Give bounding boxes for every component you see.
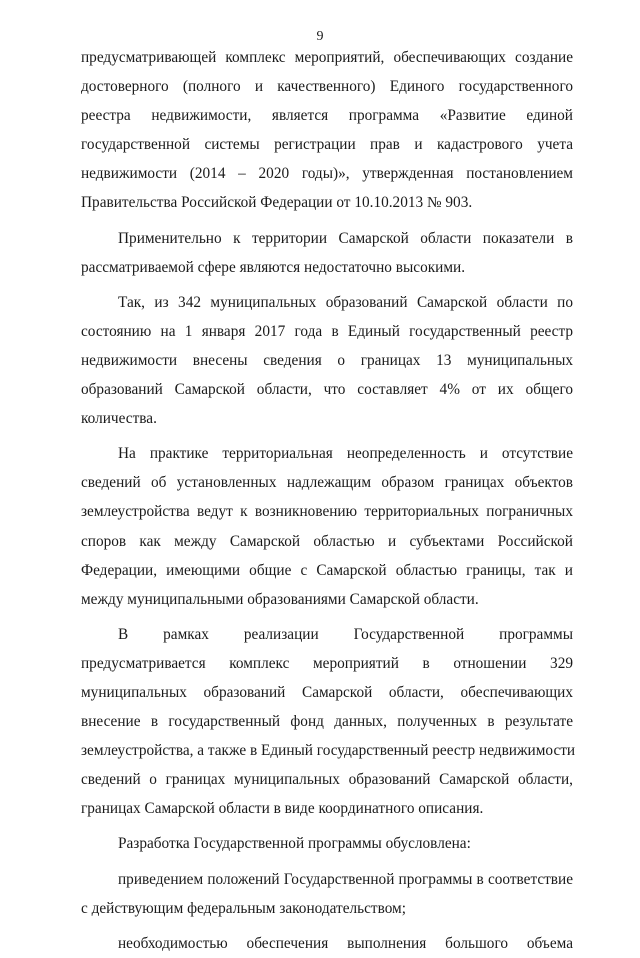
- text-line: образований Самарской области, что составляет 4% от их общего: [81, 381, 573, 399]
- text-line: достоверного (полного и качественного) Единого государственного: [81, 78, 573, 96]
- paragraph: [81, 929, 573, 958]
- text-line: состоянию на 1 января 2017 года в Единый государственный реестр: [81, 322, 573, 340]
- text-line: недвижимости (2014 – 2020 годы)», утвержденная постановлением: [81, 165, 573, 183]
- paragraph: [81, 439, 573, 614]
- text-line: землеустройства, а также в Единый государственный реестр недвижимости: [81, 742, 576, 760]
- paragraph: [81, 865, 573, 923]
- text-line: предусматривающей комплекс мероприятий, обеспечивающих создание: [81, 49, 573, 66]
- text-line: Разработка Государственной программы обусловлена:: [118, 835, 471, 853]
- text-line: землеустройства ведут к возникновению территориальных пограничных: [81, 503, 573, 521]
- text-line: Федерации, имеющими общие с Самарской областью границы, так и: [81, 561, 573, 579]
- paragraph: [81, 288, 573, 433]
- text-line: приведением положений Государственной программы в соответствие: [118, 870, 573, 888]
- paragraph: [81, 43, 573, 218]
- text-line: В рамках реализации Государственной программы: [118, 625, 573, 643]
- text-line: Применительно к территории Самарской области показатели в: [118, 229, 573, 247]
- document-body: [81, 43, 576, 958]
- text-line: предусматривается комплекс мероприятий в отношении 329: [81, 654, 573, 672]
- text-line: сведений об установленных надлежащим образом границах объектов: [81, 474, 573, 492]
- text-line: споров как между Самарской областью и субъектами Российской: [81, 532, 573, 550]
- paragraph: [81, 224, 573, 282]
- text-line: недвижимости внесены сведения о границах 13 муниципальных: [81, 351, 573, 369]
- text-line: Так, из 342 муниципальных образований Самарской области по: [118, 293, 573, 311]
- paragraph: [81, 829, 573, 858]
- text-line: между муниципальными образованиями Самарской области.: [81, 590, 479, 608]
- text-line: сведений о границах муниципальных образований Самарской области,: [81, 771, 573, 789]
- text-line: Правительства Российской Федерации от 10.10.2013 № 903.: [81, 194, 473, 212]
- text-line: рассматриваемой сфере являются недостаточно высокими.: [81, 258, 466, 276]
- text-line: с действующим федеральным законодательством;: [81, 899, 406, 917]
- text-line: На практике территориальная неопределенность и отсутствие: [118, 445, 573, 463]
- text-line: границах Самарской области в виде координатного описания.: [81, 800, 484, 818]
- text-line: количества.: [81, 410, 157, 428]
- paragraph: [81, 620, 576, 824]
- text-line: государственной системы регистрации прав и кадастрового учета: [81, 136, 573, 154]
- text-line: необходимостью обеспечения выполнения большого объема: [118, 934, 573, 952]
- text-line: реестра недвижимости, является программа «Развитие единой: [81, 107, 573, 125]
- text-line: муниципальных образований Самарской области, обеспечивающих: [81, 683, 573, 701]
- text-line: внесение в государственный фонд данных, полученных в результате: [81, 713, 573, 731]
- page-number: 9: [316, 29, 324, 44]
